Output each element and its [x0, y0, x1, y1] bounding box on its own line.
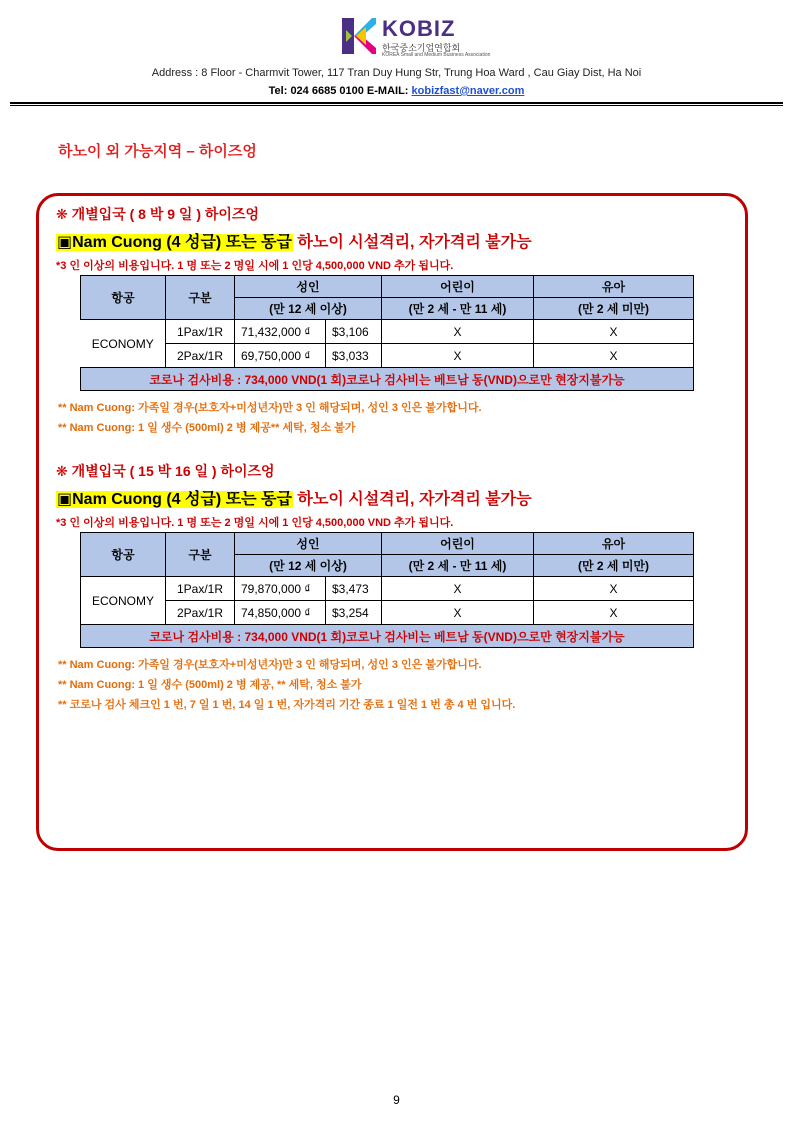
col-child: 어린이 — [382, 276, 534, 298]
tel-number: 024 6685 0100 — [290, 85, 364, 97]
section-2-note-2: ** Nam Cuong: 1 일 생수 (500ml) 2 병 제공, ** 세탁, 청소 불가 — [58, 679, 362, 691]
logo-english-name: KOREA Small and Medium Business Association — [382, 52, 491, 58]
table-row — [81, 601, 694, 625]
price-usd-cell: $3,254 — [326, 601, 382, 625]
page-number: 9 — [393, 1093, 400, 1107]
asterisk-icon: ❋ — [56, 206, 68, 222]
logo-korean-name: 한국중소기업연합회 — [382, 43, 461, 53]
tel-label: Tel: — [268, 85, 288, 97]
price-vnd-cell: 74,850,000 ₫ — [235, 601, 326, 625]
child-price-cell: X — [382, 577, 534, 601]
room-type-cell: 1Pax/1R — [166, 320, 235, 344]
col-adult: 성인 — [235, 533, 382, 555]
section-1-hotel-name: ▣Nam Cuong (4 성급) 또는 동급 — [57, 234, 292, 251]
child-price-cell: X — [382, 601, 534, 625]
section-1-title — [56, 204, 259, 224]
price-vnd-cell: 69,750,000 ₫ — [235, 344, 326, 368]
page-heading: 하노이 외 가능지역 – 하이즈엉 — [58, 143, 257, 160]
table-row — [81, 344, 694, 368]
class-cell: ECONOMY — [81, 577, 166, 625]
contact-line — [0, 85, 793, 97]
col-infant-sub: (만 2 세 미만) — [534, 298, 694, 320]
room-type-cell: 2Pax/1R — [166, 344, 235, 368]
header-divider-thin — [10, 105, 783, 106]
child-price-cell: X — [382, 344, 534, 368]
section-2-note-1: ** Nam Cuong: 가족일 경우(보호자+미성년자)만 3 인 해당되며, 성인 3 인은 불가합니다. — [58, 659, 482, 671]
section-2-hotel-name: ▣Nam Cuong (4 성급) 또는 동급 — [57, 491, 292, 508]
section-1-price-table — [80, 275, 694, 391]
price-usd-cell: $3,473 — [326, 577, 382, 601]
col-airline: 항공 — [81, 533, 166, 577]
covid-test-fee-row: 코로나 검사비용 : 734,000 VND(1 회)코로나 검사비는 베트남 동(VND)으로만 현장지불가능 — [81, 368, 694, 391]
col-infant: 유아 — [534, 276, 694, 298]
room-type-cell: 1Pax/1R — [166, 577, 235, 601]
section-2-title — [56, 461, 275, 481]
section-1-note-1: ** Nam Cuong: 가족일 경우(보호자+미성년자)만 3 인 해당되며, 성인 3 인은 불가합니다. — [58, 402, 482, 414]
table-row — [81, 320, 694, 344]
section-1-hotel — [56, 229, 532, 252]
col-infant-sub: (만 2 세 미만) — [534, 555, 694, 577]
section-1-note-2: ** Nam Cuong: 1 일 생수 (500ml) 2 병 제공** 세탁, 청소 불가 — [58, 422, 356, 434]
email-link[interactable]: kobizfast@naver.com — [411, 85, 525, 97]
child-price-cell: X — [382, 320, 534, 344]
col-infant: 유아 — [534, 533, 694, 555]
email-label: E-MAIL: — [366, 85, 409, 97]
col-child-sub: (만 2 세 - 만 11 세) — [382, 298, 534, 320]
covid-test-fee-row: 코로나 검사비용 : 734,000 VND(1 회)코로나 검사비는 베트남 동(VND)으로만 현장지불가능 — [81, 625, 694, 648]
address-line: Address : 8 Floor - Charmvit Tower, 117 Tran Duy Hung Str, Trung Hoa Ward , Cau Giay Dist, Ha Noi — [151, 67, 642, 79]
col-type: 구분 — [166, 276, 235, 320]
header-divider — [10, 102, 783, 104]
col-airline: 항공 — [81, 276, 166, 320]
infant-price-cell: X — [534, 320, 694, 344]
room-type-cell: 2Pax/1R — [166, 601, 235, 625]
price-vnd-cell: 71,432,000 ₫ — [235, 320, 326, 344]
col-adult-sub: (만 12 세 이상) — [235, 555, 382, 577]
logo-title: KOBIZ — [382, 16, 456, 41]
section-1-hotel-note: 하노이 시설격리, 자가격리 불가능 — [297, 234, 532, 251]
col-adult-sub: (만 12 세 이상) — [235, 298, 382, 320]
section-2-price-table — [80, 532, 694, 648]
col-type: 구분 — [166, 533, 235, 577]
section-2-hotel-note: 하노이 시설격리, 자가격리 불가능 — [297, 491, 532, 508]
section-2-extra-note: *3 인 이상의 비용입니다. 1 명 또는 2 명일 시에 1 인당 4,500,000 VND 추가 됩니다. — [56, 517, 454, 529]
infant-price-cell: X — [534, 344, 694, 368]
price-vnd-cell: 79,870,000 ₫ — [235, 577, 326, 601]
section-2-hotel — [56, 486, 532, 509]
col-child: 어린이 — [382, 533, 534, 555]
col-adult: 성인 — [235, 276, 382, 298]
section-1-title-text: 개별입국 ( 8 박 9 일 ) 하이즈엉 — [71, 206, 259, 222]
price-usd-cell: $3,106 — [326, 320, 382, 344]
infant-price-cell: X — [534, 577, 694, 601]
asterisk-icon: ❋ — [56, 463, 68, 479]
kobiz-k-icon — [342, 18, 376, 54]
section-2-note-3: ** 코로나 검사 체크인 1 번, 7 일 1 번, 14 일 1 번, 자가격리 기간 종료 1 일전 1 번 총 4 번 입니다. — [58, 699, 516, 711]
table-row — [81, 577, 694, 601]
kobiz-logo — [342, 16, 491, 58]
price-usd-cell: $3,033 — [326, 344, 382, 368]
class-cell: ECONOMY — [81, 320, 166, 368]
section-2-title-text: 개별입국 ( 15 박 16 일 ) 하이즈엉 — [71, 463, 275, 479]
section-1-extra-note: *3 인 이상의 비용입니다. 1 명 또는 2 명일 시에 1 인당 4,500,000 VND 추가 됩니다. — [56, 260, 454, 272]
col-child-sub: (만 2 세 - 만 11 세) — [382, 555, 534, 577]
infant-price-cell: X — [534, 601, 694, 625]
